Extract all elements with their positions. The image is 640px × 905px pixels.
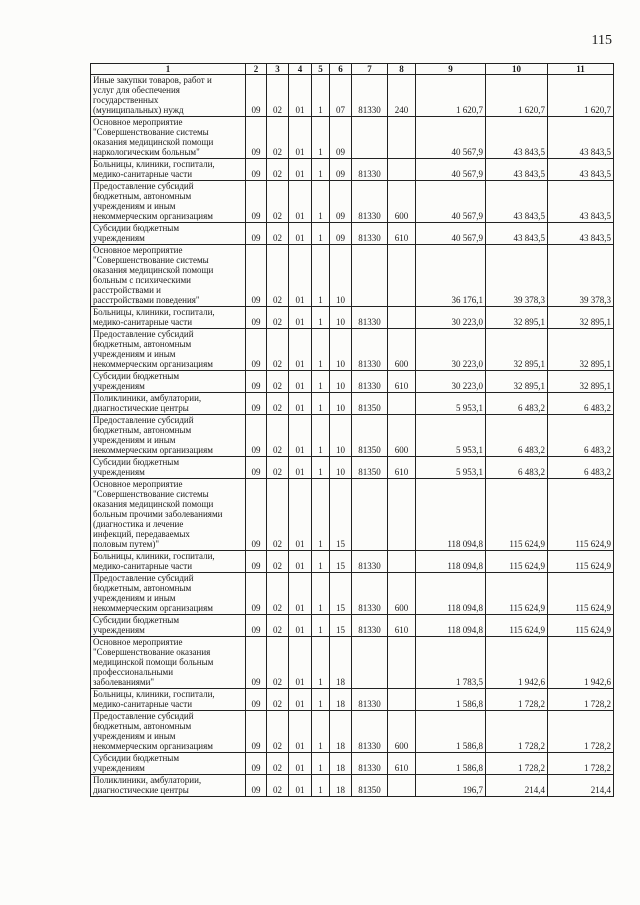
row-name-cell: Больницы, клиники, госпитали, медико-санитарные части — [91, 159, 246, 181]
code-cell: 610 — [388, 615, 416, 637]
code-cell: 09 — [246, 371, 267, 393]
code-cell: 01 — [289, 371, 312, 393]
code-cell: 18 — [330, 753, 352, 775]
amount-cell: 43 843,5 — [486, 117, 548, 159]
amount-cell: 43 843,5 — [486, 159, 548, 181]
code-cell: 81330 — [352, 181, 388, 223]
row-name-cell: Иные закупки товаров, работ и услуг для обеспечения государственных (муниципальных) нужд — [91, 75, 246, 117]
code-cell: 1 — [312, 711, 330, 753]
code-cell — [352, 637, 388, 689]
amount-cell: 115 624,9 — [548, 551, 614, 573]
code-cell: 02 — [267, 479, 289, 551]
code-cell: 09 — [246, 637, 267, 689]
column-header: 3 — [267, 64, 289, 75]
code-cell: 09 — [330, 181, 352, 223]
code-cell: 10 — [330, 415, 352, 457]
code-cell: 01 — [289, 775, 312, 797]
amount-cell: 40 567,9 — [416, 223, 486, 245]
code-cell: 02 — [267, 393, 289, 415]
code-cell: 01 — [289, 615, 312, 637]
code-cell: 600 — [388, 415, 416, 457]
code-cell: 1 — [312, 117, 330, 159]
code-cell: 1 — [312, 775, 330, 797]
column-header: 9 — [416, 64, 486, 75]
code-cell: 09 — [246, 223, 267, 245]
amount-cell: 118 094,8 — [416, 573, 486, 615]
code-cell: 09 — [246, 689, 267, 711]
code-cell: 81350 — [352, 775, 388, 797]
code-cell — [388, 479, 416, 551]
code-cell: 15 — [330, 615, 352, 637]
code-cell: 18 — [330, 689, 352, 711]
code-cell: 02 — [267, 117, 289, 159]
row-name-cell: Больницы, клиники, госпитали, медико-санитарные части — [91, 551, 246, 573]
amount-cell: 36 176,1 — [416, 245, 486, 307]
code-cell: 01 — [289, 415, 312, 457]
amount-cell: 32 895,1 — [486, 329, 548, 371]
code-cell: 610 — [388, 223, 416, 245]
code-cell: 1 — [312, 753, 330, 775]
code-cell: 09 — [246, 775, 267, 797]
table-row — [91, 615, 614, 637]
code-cell: 01 — [289, 479, 312, 551]
column-header: 5 — [312, 64, 330, 75]
code-cell: 01 — [289, 689, 312, 711]
code-cell — [388, 159, 416, 181]
amount-cell: 196,7 — [416, 775, 486, 797]
code-cell — [388, 393, 416, 415]
code-cell: 1 — [312, 371, 330, 393]
table-row — [91, 223, 614, 245]
row-name-cell: Предоставление субсидий бюджетным, автономным учреждениям и иным некоммерческим организациям — [91, 711, 246, 753]
code-cell — [388, 689, 416, 711]
code-cell: 10 — [330, 371, 352, 393]
code-cell: 81330 — [352, 689, 388, 711]
column-header: 11 — [548, 64, 614, 75]
code-cell: 1 — [312, 479, 330, 551]
amount-cell: 1 942,6 — [486, 637, 548, 689]
budget-table — [90, 63, 614, 797]
row-name-cell: Основное мероприятие "Совершенствование системы оказания медицинской помощи наркологическим больным" — [91, 117, 246, 159]
amount-cell: 1 942,6 — [548, 637, 614, 689]
column-header: 6 — [330, 64, 352, 75]
code-cell: 09 — [246, 393, 267, 415]
code-cell: 18 — [330, 637, 352, 689]
row-name-cell: Основное мероприятие "Совершенствование системы оказания медицинской помощи больным с психическими расстройствами и расстройствами поведения" — [91, 245, 246, 307]
column-header: 2 — [246, 64, 267, 75]
row-name-cell: Субсидии бюджетным учреждениям — [91, 223, 246, 245]
code-cell: 1 — [312, 159, 330, 181]
code-cell — [352, 245, 388, 307]
code-cell: 600 — [388, 573, 416, 615]
amount-cell: 43 843,5 — [548, 159, 614, 181]
code-cell: 09 — [246, 457, 267, 479]
code-cell: 1 — [312, 329, 330, 371]
code-cell: 01 — [289, 637, 312, 689]
amount-cell: 32 895,1 — [548, 307, 614, 329]
amount-cell: 30 223,0 — [416, 329, 486, 371]
row-name-cell: Предоставление субсидий бюджетным, автономным учреждениям и иным некоммерческим организациям — [91, 415, 246, 457]
amount-cell: 118 094,8 — [416, 551, 486, 573]
amount-cell: 1 586,8 — [416, 753, 486, 775]
code-cell: 1 — [312, 245, 330, 307]
code-cell: 02 — [267, 689, 289, 711]
table-row — [91, 573, 614, 615]
amount-cell: 5 953,1 — [416, 457, 486, 479]
row-name-cell: Больницы, клиники, госпитали, медико-санитарные части — [91, 689, 246, 711]
amount-cell: 115 624,9 — [486, 573, 548, 615]
code-cell: 81350 — [352, 393, 388, 415]
amount-cell: 214,4 — [486, 775, 548, 797]
code-cell: 81330 — [352, 371, 388, 393]
code-cell: 02 — [267, 573, 289, 615]
amount-cell: 32 895,1 — [548, 371, 614, 393]
amount-cell: 6 483,2 — [486, 457, 548, 479]
code-cell: 18 — [330, 775, 352, 797]
code-cell: 1 — [312, 75, 330, 117]
code-cell: 1 — [312, 615, 330, 637]
amount-cell: 5 953,1 — [416, 415, 486, 457]
row-name-cell: Поликлиники, амбулатории, диагностические центры — [91, 393, 246, 415]
code-cell: 07 — [330, 75, 352, 117]
code-cell: 09 — [246, 551, 267, 573]
code-cell: 01 — [289, 245, 312, 307]
amount-cell: 115 624,9 — [486, 479, 548, 551]
code-cell — [352, 479, 388, 551]
code-cell: 600 — [388, 711, 416, 753]
table-row — [91, 393, 614, 415]
table-row — [91, 457, 614, 479]
code-cell — [388, 775, 416, 797]
code-cell: 01 — [289, 393, 312, 415]
table-row — [91, 637, 614, 689]
amount-cell: 115 624,9 — [486, 615, 548, 637]
amount-cell: 30 223,0 — [416, 307, 486, 329]
amount-cell: 30 223,0 — [416, 371, 486, 393]
amount-cell: 1 620,7 — [486, 75, 548, 117]
code-cell: 02 — [267, 329, 289, 371]
code-cell: 09 — [246, 753, 267, 775]
code-cell: 1 — [312, 573, 330, 615]
code-cell: 09 — [246, 159, 267, 181]
amount-cell: 6 483,2 — [548, 393, 614, 415]
amount-cell: 118 094,8 — [416, 479, 486, 551]
amount-cell: 1 728,2 — [486, 711, 548, 753]
code-cell: 10 — [330, 245, 352, 307]
code-cell: 81350 — [352, 415, 388, 457]
code-cell: 10 — [330, 457, 352, 479]
code-cell: 09 — [246, 75, 267, 117]
code-cell: 81330 — [352, 223, 388, 245]
code-cell: 15 — [330, 551, 352, 573]
page-number: 115 — [591, 33, 612, 48]
table-row — [91, 775, 614, 797]
amount-cell: 40 567,9 — [416, 181, 486, 223]
code-cell: 10 — [330, 393, 352, 415]
code-cell: 600 — [388, 329, 416, 371]
code-cell: 10 — [330, 307, 352, 329]
amount-cell: 32 895,1 — [486, 307, 548, 329]
table-row — [91, 689, 614, 711]
code-cell: 02 — [267, 711, 289, 753]
table-row — [91, 551, 614, 573]
table-row — [91, 371, 614, 393]
code-cell: 09 — [246, 181, 267, 223]
amount-cell: 6 483,2 — [548, 457, 614, 479]
code-cell: 01 — [289, 573, 312, 615]
table-row — [91, 329, 614, 371]
code-cell: 1 — [312, 637, 330, 689]
row-name-cell: Субсидии бюджетным учреждениям — [91, 615, 246, 637]
code-cell: 1 — [312, 457, 330, 479]
amount-cell: 39 378,3 — [548, 245, 614, 307]
code-cell: 81330 — [352, 159, 388, 181]
code-cell — [388, 637, 416, 689]
code-cell — [388, 307, 416, 329]
code-cell: 09 — [246, 117, 267, 159]
code-cell: 81330 — [352, 615, 388, 637]
table-row — [91, 307, 614, 329]
amount-cell: 1 620,7 — [548, 75, 614, 117]
code-cell: 01 — [289, 307, 312, 329]
code-cell: 02 — [267, 457, 289, 479]
row-name-cell: Субсидии бюджетным учреждениям — [91, 457, 246, 479]
table-row — [91, 117, 614, 159]
code-cell: 02 — [267, 775, 289, 797]
code-cell: 81330 — [352, 711, 388, 753]
amount-cell: 5 953,1 — [416, 393, 486, 415]
code-cell — [352, 117, 388, 159]
amount-cell: 43 843,5 — [548, 223, 614, 245]
code-cell: 02 — [267, 75, 289, 117]
code-cell: 09 — [246, 711, 267, 753]
row-name-cell: Предоставление субсидий бюджетным, автономным учреждениям и иным некоммерческим организациям — [91, 329, 246, 371]
table-row — [91, 75, 614, 117]
amount-cell: 32 895,1 — [548, 329, 614, 371]
row-name-cell: Основное мероприятие "Совершенствование оказания медицинской помощи больным профессиональными заболеваниями" — [91, 637, 246, 689]
code-cell: 09 — [246, 329, 267, 371]
code-cell: 01 — [289, 159, 312, 181]
code-cell: 02 — [267, 245, 289, 307]
code-cell: 1 — [312, 551, 330, 573]
code-cell: 1 — [312, 393, 330, 415]
amount-cell: 1 586,8 — [416, 689, 486, 711]
code-cell: 02 — [267, 181, 289, 223]
amount-cell: 115 624,9 — [548, 615, 614, 637]
table-header-row — [91, 64, 614, 75]
code-cell: 01 — [289, 753, 312, 775]
code-cell: 02 — [267, 753, 289, 775]
amount-cell: 1 728,2 — [486, 689, 548, 711]
code-cell: 81330 — [352, 551, 388, 573]
amount-cell: 39 378,3 — [486, 245, 548, 307]
amount-cell: 40 567,9 — [416, 159, 486, 181]
code-cell: 09 — [246, 479, 267, 551]
code-cell: 81330 — [352, 753, 388, 775]
row-name-cell: Субсидии бюджетным учреждениям — [91, 371, 246, 393]
table-row — [91, 159, 614, 181]
amount-cell: 115 624,9 — [548, 573, 614, 615]
code-cell: 02 — [267, 223, 289, 245]
column-header: 1 — [91, 64, 246, 75]
row-name-cell: Предоставление субсидий бюджетным, автономным учреждениям и иным некоммерческим организациям — [91, 181, 246, 223]
code-cell: 81330 — [352, 75, 388, 117]
code-cell: 01 — [289, 457, 312, 479]
code-cell: 02 — [267, 159, 289, 181]
code-cell: 01 — [289, 223, 312, 245]
code-cell — [388, 117, 416, 159]
table-row — [91, 181, 614, 223]
code-cell: 09 — [330, 159, 352, 181]
amount-cell: 6 483,2 — [548, 415, 614, 457]
code-cell: 10 — [330, 329, 352, 371]
amount-cell: 1 586,8 — [416, 711, 486, 753]
amount-cell: 6 483,2 — [486, 393, 548, 415]
column-header: 10 — [486, 64, 548, 75]
column-header: 7 — [352, 64, 388, 75]
amount-cell: 1 728,2 — [486, 753, 548, 775]
amount-cell: 32 895,1 — [486, 371, 548, 393]
amount-cell: 1 783,5 — [416, 637, 486, 689]
table-row — [91, 753, 614, 775]
code-cell: 01 — [289, 75, 312, 117]
code-cell: 01 — [289, 181, 312, 223]
code-cell: 1 — [312, 689, 330, 711]
code-cell: 81330 — [352, 573, 388, 615]
code-cell: 18 — [330, 711, 352, 753]
code-cell: 81330 — [352, 307, 388, 329]
amount-cell: 1 620,7 — [416, 75, 486, 117]
code-cell: 1 — [312, 307, 330, 329]
amount-cell: 118 094,8 — [416, 615, 486, 637]
code-cell: 1 — [312, 181, 330, 223]
amount-cell: 6 483,2 — [486, 415, 548, 457]
amount-cell: 1 728,2 — [548, 753, 614, 775]
code-cell: 610 — [388, 753, 416, 775]
code-cell: 09 — [246, 245, 267, 307]
code-cell: 81350 — [352, 457, 388, 479]
table-row — [91, 415, 614, 457]
amount-cell: 43 843,5 — [486, 223, 548, 245]
code-cell: 09 — [330, 117, 352, 159]
row-name-cell: Субсидии бюджетным учреждениям — [91, 753, 246, 775]
code-cell: 81330 — [352, 329, 388, 371]
amount-cell: 40 567,9 — [416, 117, 486, 159]
amount-cell: 1 728,2 — [548, 711, 614, 753]
code-cell: 1 — [312, 415, 330, 457]
code-cell: 01 — [289, 551, 312, 573]
code-cell: 09 — [246, 615, 267, 637]
code-cell: 610 — [388, 457, 416, 479]
code-cell: 09 — [246, 415, 267, 457]
table-row — [91, 711, 614, 753]
amount-cell: 1 728,2 — [548, 689, 614, 711]
code-cell: 610 — [388, 371, 416, 393]
code-cell: 02 — [267, 615, 289, 637]
code-cell: 01 — [289, 711, 312, 753]
code-cell: 02 — [267, 371, 289, 393]
code-cell: 600 — [388, 181, 416, 223]
amount-cell: 43 843,5 — [548, 181, 614, 223]
amount-cell: 115 624,9 — [486, 551, 548, 573]
row-name-cell: Предоставление субсидий бюджетным, автономным учреждениям и иным некоммерческим организациям — [91, 573, 246, 615]
amount-cell: 115 624,9 — [548, 479, 614, 551]
row-name-cell: Больницы, клиники, госпитали, медико-санитарные части — [91, 307, 246, 329]
row-name-cell: Основное мероприятие "Совершенствование системы оказания медицинской помощи больным прочими заболеваниями (диагностика и лечение инфекций, передаваемых половым путем)" — [91, 479, 246, 551]
code-cell — [388, 245, 416, 307]
row-name-cell: Поликлиники, амбулатории, диагностические центры — [91, 775, 246, 797]
amount-cell: 43 843,5 — [548, 117, 614, 159]
code-cell: 15 — [330, 479, 352, 551]
table-body — [91, 75, 614, 797]
code-cell: 02 — [267, 637, 289, 689]
code-cell: 02 — [267, 307, 289, 329]
code-cell: 1 — [312, 223, 330, 245]
code-cell: 09 — [330, 223, 352, 245]
code-cell: 09 — [246, 307, 267, 329]
code-cell: 09 — [246, 573, 267, 615]
code-cell: 240 — [388, 75, 416, 117]
code-cell: 01 — [289, 117, 312, 159]
code-cell: 02 — [267, 551, 289, 573]
amount-cell: 214,4 — [548, 775, 614, 797]
column-header: 8 — [388, 64, 416, 75]
table-row — [91, 245, 614, 307]
column-header: 4 — [289, 64, 312, 75]
code-cell: 15 — [330, 573, 352, 615]
code-cell: 02 — [267, 415, 289, 457]
code-cell: 01 — [289, 329, 312, 371]
table-row — [91, 479, 614, 551]
code-cell — [388, 551, 416, 573]
amount-cell: 43 843,5 — [486, 181, 548, 223]
